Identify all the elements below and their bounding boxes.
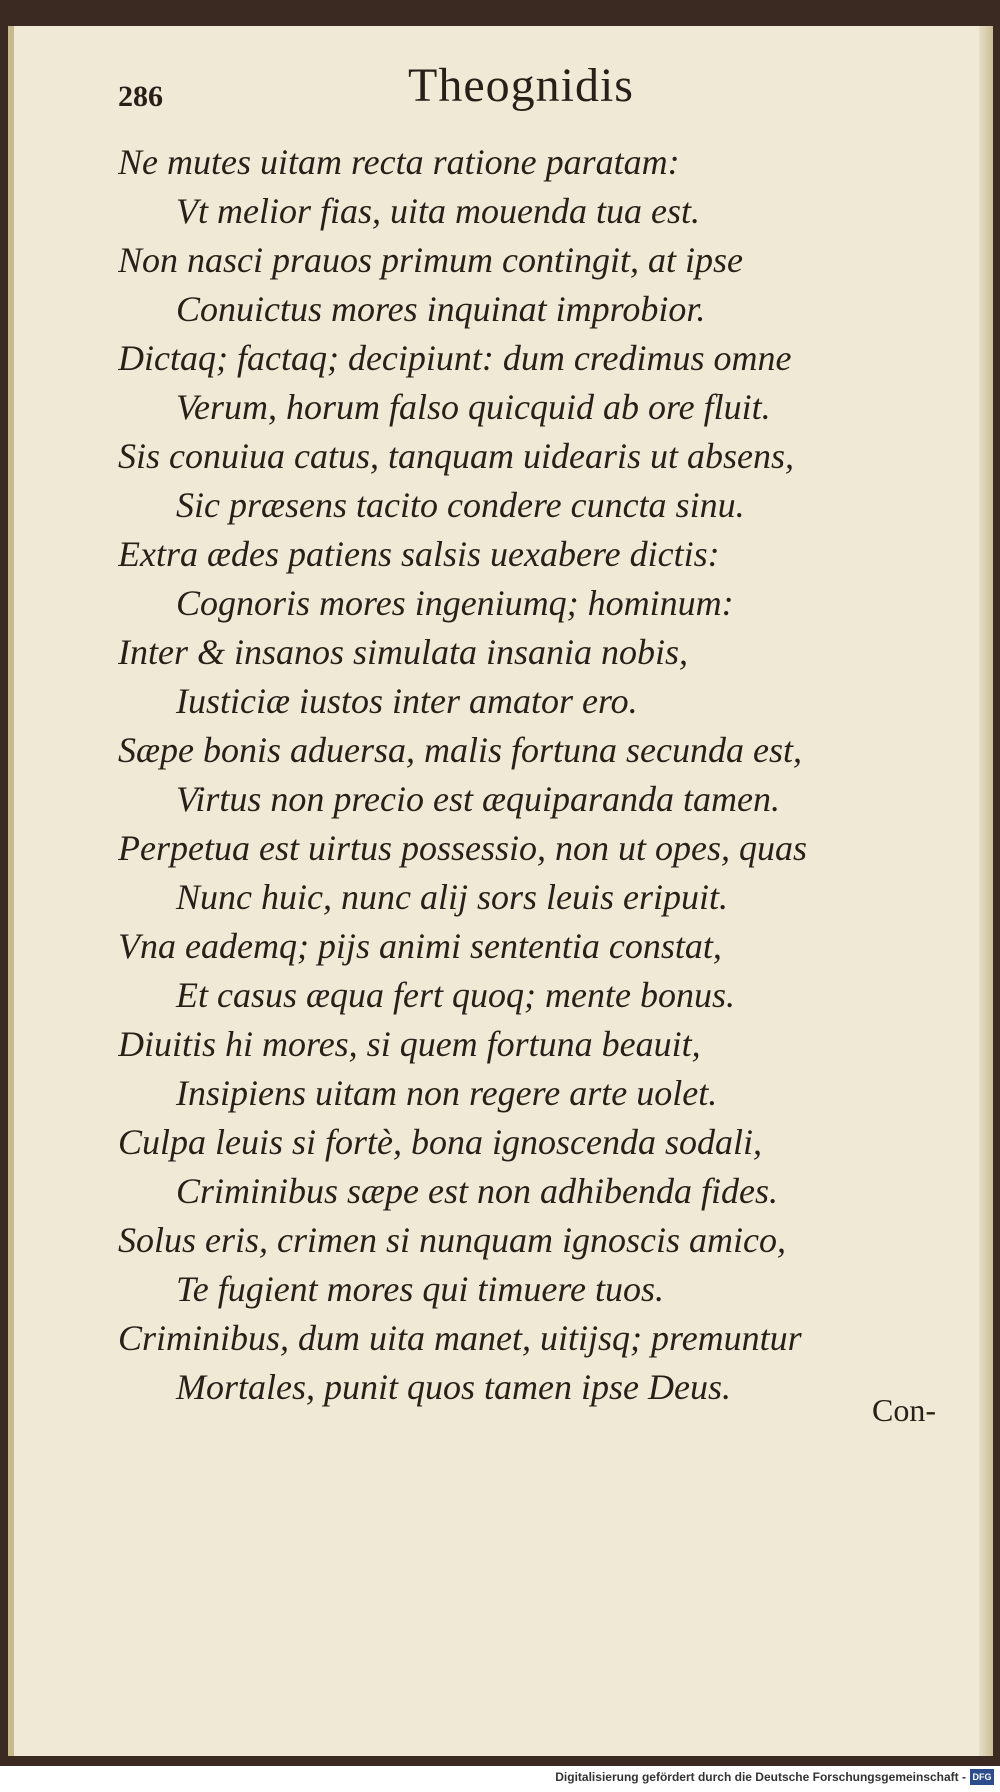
- page-number: 286: [118, 80, 163, 113]
- verse-line: Perpetua est uirtus possessio, non ut opes, quas: [118, 828, 807, 868]
- verse-line: Solus eris, crimen si nunquam ignoscis amico,: [118, 1220, 786, 1260]
- verse-line: Vna eademq; pijs animi sententia constat,: [118, 926, 722, 966]
- running-head: Theognidis: [408, 59, 634, 112]
- verse-line: Inter & insanos simulata insania nobis,: [118, 632, 689, 672]
- verse-line: Vt melior fias, uita mouenda tua est.: [176, 191, 700, 231]
- verse-line: Criminibus sæpe est non adhibenda fides.: [176, 1171, 778, 1211]
- verse-line: Iusticiæ iustos inter amator ero.: [176, 681, 638, 721]
- verse-line: Nunc huic, nunc alij sors leuis eripuit.: [176, 877, 728, 917]
- verse-line: Insipiens uitam non regere arte uolet.: [176, 1073, 718, 1113]
- verse-line: Sic præsens tacito condere cuncta sinu.: [176, 485, 745, 525]
- verse-line: Et casus æqua fert quoq; mente bonus.: [176, 975, 735, 1015]
- dfg-logo: DFG: [970, 1769, 994, 1785]
- verse-line: Non nasci prauos primum contingit, at ipse: [118, 240, 744, 280]
- verse-line: Extra ædes patiens salsis uexabere dictis:: [118, 534, 720, 574]
- verse-line: Diuitis hi mores, si quem fortuna beauit,: [118, 1024, 701, 1064]
- verse-line: Criminibus, dum uita manet, uitijsq; premuntur: [118, 1318, 802, 1358]
- verse-line: Te fugient mores qui timuere tuos.: [176, 1269, 664, 1309]
- verse-line: Sis conuiua catus, tanquam uidearis ut absens,: [118, 436, 794, 476]
- funding-credit: Digitalisierung gefördert durch die Deutsche Forschungsgemeinschaft -: [555, 1770, 966, 1784]
- catchword: Con-: [872, 1392, 936, 1428]
- verse-line: Mortales, punit quos tamen ipse Deus.: [176, 1367, 731, 1407]
- verse-line: Verum, horum falso quicquid ab ore fluit.: [176, 387, 771, 427]
- verse-line: Conuictus mores inquinat improbior.: [176, 289, 706, 329]
- verse-line: Dictaq; factaq; decipiunt: dum credimus omne: [118, 338, 792, 378]
- verse-line: Ne mutes uitam recta ratione paratam:: [118, 142, 680, 182]
- verse-line: Sæpe bonis aduersa, malis fortuna secunda est,: [118, 730, 802, 770]
- verse-line: Cognoris mores ingeniumq; hominum:: [176, 583, 734, 623]
- verse-block: [118, 138, 838, 1412]
- digitization-footer: [0, 1766, 1000, 1792]
- verse-line: Virtus non precio est æquiparanda tamen.: [176, 779, 780, 819]
- page-header: [118, 58, 678, 128]
- verse-line: Culpa leuis si fortè, bona ignoscenda sodali,: [118, 1122, 762, 1162]
